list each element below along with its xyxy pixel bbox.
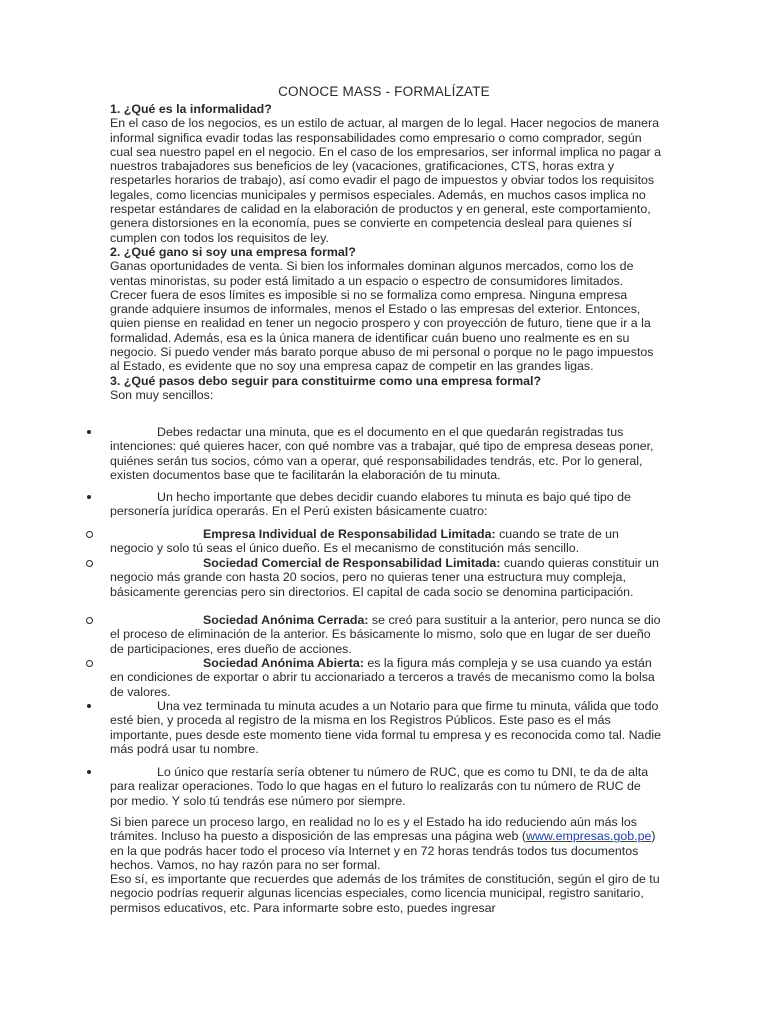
closing-text-before-link: Si bien parece un proceso largo, en realidad no lo es y el Estado ha ido reduciendo aún más los trámites. Incluso ha puesto a disposición de las empresas una página web (	[110, 815, 637, 844]
sub-item-3-label: Sociedad Anónima Cerrada:	[203, 613, 369, 627]
question-1-heading: 1. ¿Qué es la informalidad?	[110, 102, 272, 116]
list-item	[110, 527, 662, 556]
sub-item-3-text: se creó para sustituir a la anterior, pero nunca se dio el proceso de eliminación de la anterior. Es básicamente lo mismo, solo que en lugar de ser dueño de participaciones, eres dueño de acciones.	[110, 613, 661, 656]
list-item	[110, 490, 662, 519]
section-1	[110, 102, 662, 402]
question-3-heading: 3. ¿Qué pasos debo seguir para constituirme como una empresa formal?	[110, 373, 542, 388]
sub-item-2-label: Sociedad Comercial de Responsabilidad Limitada:	[203, 556, 501, 570]
answer-1-paragraph: En el caso de los negocios, es un estilo de actuar, al margen de lo legal. Hacer negocios de manera informal significa evadir todas las responsabilidades como empresario o como comprador, según cual sea nuestro papel en el negocio. En el caso de los empresarios, ser informal implica no pagar a nuestros trabajadores sus beneficios de ley (vacaciones, gratificaciones, CTS, horas extra y respetarles horarios de trabajo), así como evadir el pago de impuestos y obviar todos los requisitos legales, como licencias municipales y permisos especiales. Además, en muchos casos implica no respetar estándares de calidad en la elaboración de productos y en general, este comportamiento, genera distorsiones en la economía, pues se convierte en competencia desleal para quienes sí cumplen con todos los requisitos de ley.	[110, 116, 662, 245]
list-item	[110, 699, 662, 756]
bullet-2-text: Un hecho importante que debes decidir cuando elabores tu minuta es bajo qué tipo de personería jurídica operarás. En el Perú existen básicamente cuatro:	[110, 490, 631, 519]
bullet-4-text: Lo único que restaría sería obtener tu número de RUC, que es como tu DNI, te da de alta para realizar operaciones. Todo lo que hagas en el futuro lo realizarás con tu número de RUC de por medio. Y solo tú tendrás ese número por siempre.	[110, 765, 649, 808]
sub-item-4-label: Sociedad Anónima Abierta:	[203, 656, 364, 670]
sub-item-1-label: Empresa Individual de Responsabilidad Limitada:	[203, 527, 496, 541]
sub-item-1-text: cuando se trate de un negocio y solo tú seas el único dueño. Es el mecanismo de constitución más sencillo.	[110, 527, 619, 556]
question-2-heading: 2. ¿Qué gano si soy una empresa formal?	[110, 244, 356, 259]
sub-item-2-text: cuando quieras constituir un negocio más grande con hasta 20 socios, pero no quieras tener una estructura muy compleja, básicamente gerencias pero sin directorios. El capital de cada socio se denomina participación.	[110, 556, 659, 599]
list-item	[110, 556, 662, 599]
sub-item-4-text: es la figura más compleja y se usa cuando ya están en condiciones de exportar o abrir tu accionariado a terceros a través de mecanismo como la bolsa de valores.	[110, 656, 655, 699]
closing-section	[110, 815, 662, 915]
closing-text-after-link: ) en la que podrás hacer todo el proceso vía Internet y en 72 horas tendrás todos tus documentos hechos. Vamos, no hay razón para no ser formal.	[110, 829, 656, 872]
bullet-1-text: Debes redactar una minuta, que es el documento en el que quedarán registradas tus intenciones: qué quieres hacer, con qué nombre vas a trabajar, qué tipo de empresa deseas poner, quiénes serán tus socios, cómo van a operar, qué responsabilidades tendrás, etc. Por lo general, existen documentos base que te facilitarán la elaboración de tu minuta.	[110, 425, 654, 482]
empresas-website-link[interactable]: www.empresas.gob.pe	[526, 829, 652, 844]
document-title: CONOCE MASS - FORMALÍZATE	[278, 84, 490, 99]
list-item	[110, 613, 662, 656]
bullet-3-text: Una vez terminada tu minuta acudes a un Notario para que firme tu minuta, válida que todo esté bien, y proceda al registro de la misma en los Registros Públicos. Este paso es el más importante, pues desde este momento tiene vida formal tu empresa y es reconocida como tal. Nadie más podrá usar tu nombre.	[110, 699, 661, 756]
list-item	[110, 425, 662, 482]
closing-paragraph-2: Eso sí, es importante que recuerdes que además de los trámites de constitución, según el giro de tu negocio podrías requerir algunas licencias especiales, como licencia municipal, registro sanitario, permisos educativos, etc. Para informarte sobre esto, puedes ingresar	[110, 872, 660, 915]
answer-3-intro: Son muy sencillos:	[110, 387, 214, 402]
list-item	[110, 765, 662, 808]
closing-paragraph-1	[110, 815, 662, 872]
list-item	[110, 656, 662, 699]
answer-2-paragraph: Ganas oportunidades de venta. Si bien los informales dominan algunos mercados, como los de ventas minoristas, su poder está limitado a un espacio o espectro de consumidores limitados. Crecer fuera de esos límites es imposible si no se formaliza como empresa. Ninguna empresa grande adquiere insumos de informales, menos el Estado o las empresas del exterior. Entonces, quien piense en realidad en tener un negocio prospero y con proyección de futuro, tiene que ir a la formalidad. Además, esa es la única manera de identificar cuán bueno uno realmente es en su negocio. Si puedo vender más barato porque abuso de mi personal o porque no le pago impuestos al Estado, es evidente que no soy una empresa capaz de competir en las grandes ligas.	[110, 259, 654, 374]
